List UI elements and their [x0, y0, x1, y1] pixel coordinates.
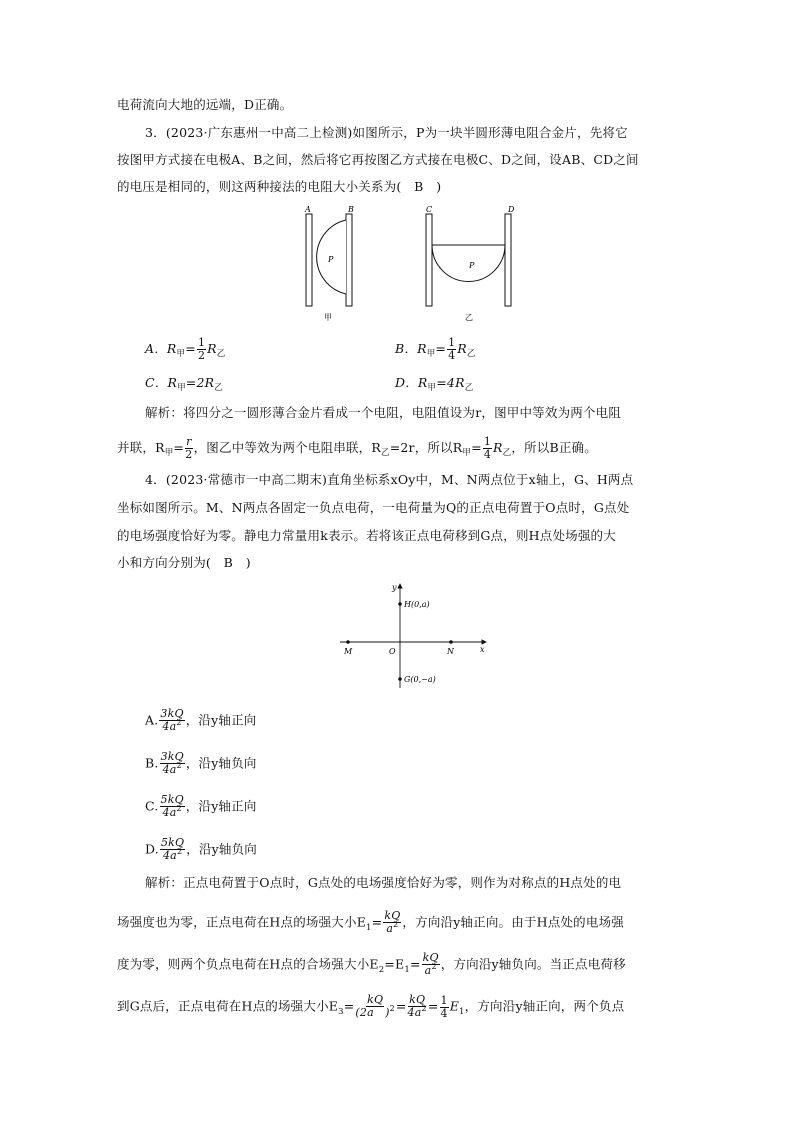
label-d: D	[508, 205, 515, 214]
option-q3-c: C．$R_甲=2R_乙$	[145, 375, 223, 393]
question-3-line-2: 按图甲方式接在电极A、B之间，然后将它再按图乙方式接在电极C、D之间，设AB、CD之间	[117, 152, 639, 167]
option-q3-a: A．$R_甲=$ $\frac{1}{2}$ $R_乙$	[145, 336, 226, 362]
option-q4-c: C. $\frac{5kQ}{4a^2}$ ，沿y轴正向	[145, 793, 257, 819]
explanation-q4-line-2: 场强度也为零，正点电荷在H点的场强大小$E_1=$ $\frac{kQ}{a^2}$ ，方向沿y轴正向。由于H点处的电场强	[117, 909, 624, 935]
label-g: G(0,−a)	[404, 675, 436, 684]
question-3-line-3: 的电压是相同的，则这两种接法的电阻大小关系为( B )	[117, 179, 442, 194]
question-4-line-3: 的电场强度恰好为零。静电力常量用k表示。若将该正点电荷移到G点，则H点处场强的大	[117, 528, 616, 543]
explanation-q3-line-2: 并联，$R_甲=$ $\frac{r}{2}$ ，图乙中等效为两个电阻串联，$R_乙=2r$，所以$R_甲=$ $\frac{1}{4}$ $R_乙$，所以B正确。	[117, 435, 597, 461]
option-q4-a: A. $\frac{3kQ}{4a^2}$ ，沿y轴正向	[145, 707, 257, 733]
point-m	[346, 640, 350, 644]
option-q4-d: D. $\frac{5kQ}{4a^2}$ ，沿y轴负向	[145, 836, 258, 862]
question-3-line-1: 3．(2023·广东惠州一中高二上检测)如图所示，P为一块半圆形薄电阻合金片，先将它	[145, 125, 628, 140]
label-o: O	[389, 647, 396, 656]
point-n	[449, 640, 453, 644]
question-4-line-4: 小和方向分别为( B )	[117, 555, 251, 570]
caption-jia: 甲	[324, 313, 332, 322]
electrode-d	[505, 214, 511, 306]
label-p-right: P	[469, 261, 475, 270]
explanation-q4-line-4: 到G点后，正点电荷在H点的场强大小$E_3=$ $\frac{kQ}{(2a )^2}$ = $\frac{kQ}{4a^2}$ = $\frac{1}{4}$ $E_1$，方向沿y轴正向，两个负点	[117, 993, 625, 1020]
point-g	[398, 677, 402, 681]
electrode-a	[306, 214, 312, 306]
label-h: H(0,a)	[404, 600, 430, 609]
option-q4-b: B. $\frac{3kQ}{4a^2}$ ，沿y轴负向	[145, 750, 257, 776]
option-q3-b: B．$R_甲=$ $\frac{1}{4}$ $R_乙$	[395, 336, 476, 362]
figure-q3-circuit	[290, 202, 530, 324]
label-p-left: P	[328, 255, 334, 264]
point-h	[398, 602, 402, 606]
question-4-line-1: 4．(2023·常德市一中高二期末)直角坐标系xOy中，M、N两点位于x轴上，G、H两点	[145, 472, 634, 487]
explanation-q4-line-3: 度为零，则两个负点电荷在H点的合场强大小$E_2=E_1=$ $\frac{kQ}{a^2}$ ，方向沿y轴负向。当正点电荷移	[117, 951, 626, 977]
label-m: M	[344, 647, 353, 656]
explanation-q3-line-1: 解析：将四分之一圆形薄合金片看成一个电阻，电阻值设为r，图甲中等效为两个电阻	[145, 405, 622, 420]
explanation-q4-line-1: 解析：正点电荷置于O点时，G点处的电场强度恰好为零，则作为对称点的H点处的电	[145, 875, 622, 890]
label-b: B	[348, 205, 354, 214]
question-4-line-2: 坐标如图所示。M、N两点各固定一负点电荷，一电荷量为Q的正点电荷置于O点时，G点处	[117, 500, 630, 515]
label-n: N	[447, 647, 454, 656]
label-y: y	[392, 583, 397, 592]
electrode-b	[346, 214, 352, 306]
label-x: x	[480, 645, 485, 654]
text-line: 电荷流向大地的远端，D正确。	[117, 97, 293, 112]
option-q3-d: D．$R_甲=4R_乙$	[395, 375, 474, 393]
label-c: C	[426, 205, 433, 214]
electrode-c	[426, 214, 432, 306]
caption-yi: 乙	[465, 313, 473, 322]
figure-q4-coordinates	[330, 578, 500, 690]
label-a: A	[305, 205, 311, 214]
